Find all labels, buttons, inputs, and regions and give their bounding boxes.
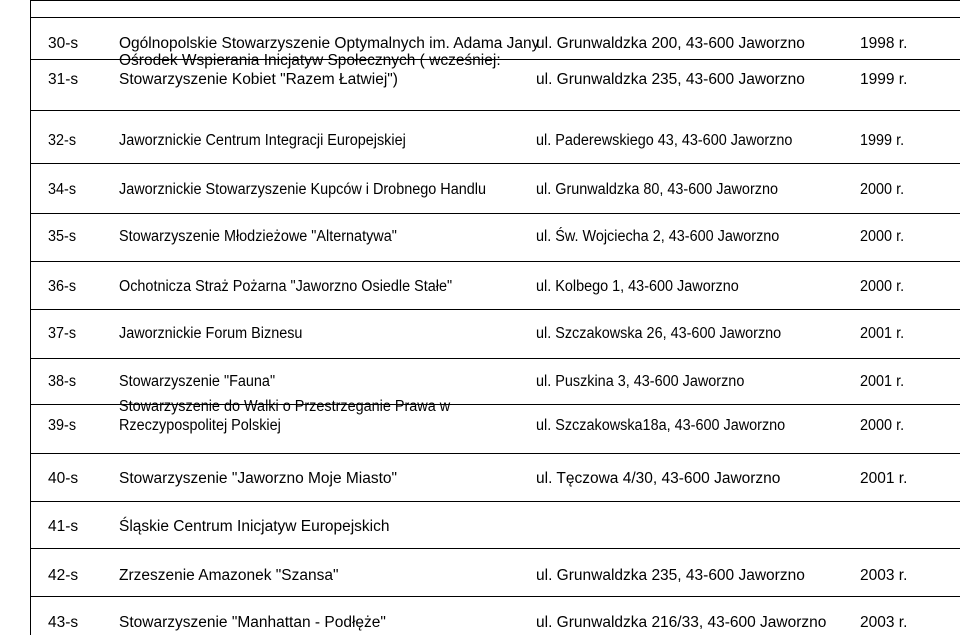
registration-year: 2000 r. [860, 227, 905, 245]
row-number: 36-s [48, 277, 77, 295]
organization-address: ul. Puszkina 3, 43-600 Jaworzno [536, 372, 745, 390]
registration-year: 1998 r. [860, 34, 908, 52]
organization-name: Jaworznickie Stowarzyszenie Kupców i Drobnego Handlu [119, 180, 486, 198]
row-number: 37-s [48, 324, 77, 342]
row-number: 32-s [48, 131, 77, 149]
row-number: 34-s [48, 180, 77, 198]
organization-address: ul. Szczakowska 26, 43-600 Jaworzno [536, 324, 782, 342]
registration-year: 2000 r. [860, 416, 905, 434]
organization-name: Stowarzyszenie Młodzieżowe "Alternatywa" [119, 227, 397, 245]
registration-year: 2003 r. [860, 566, 908, 584]
organization-name: Stowarzyszenie "Jaworzno Moje Miasto" [119, 469, 398, 487]
organization-name: Śląskie Centrum Inicjatyw Europejskich [119, 517, 390, 535]
organization-name: Stowarzyszenie Kobiet "Razem Łatwiej") [119, 70, 398, 88]
row-number: 39-s [48, 416, 77, 434]
organization-name: Ogólnopolskie Stowarzyszenie Optymalnych im. Adama Jany [119, 34, 540, 52]
row-number: 30-s [48, 34, 79, 52]
organization-name: Stowarzyszenie do Walki o Przestrzeganie Prawa w [119, 397, 451, 415]
organization-address: ul. Św. Wojciecha 2, 43-600 Jaworzno [536, 227, 780, 245]
organization-address: ul. Grunwaldzka 235, 43-600 Jaworzno [536, 566, 805, 584]
registration-year: 1999 r. [860, 131, 905, 149]
registration-year: 2003 r. [860, 613, 908, 631]
organization-address: ul. Grunwaldzka 200, 43-600 Jaworzno [536, 34, 805, 52]
organization-address: ul. Grunwaldzka 216/33, 43-600 Jaworzno [536, 613, 827, 631]
organization-address: ul. Szczakowska18a, 43-600 Jaworzno [536, 416, 786, 434]
registration-year: 2000 r. [860, 277, 905, 295]
table-row [30, 0, 960, 635]
organization-address: ul. Grunwaldzka 80, 43-600 Jaworzno [536, 180, 778, 198]
organization-name: Zrzeszenie Amazonek "Szansa" [119, 566, 339, 584]
row-number: 38-s [48, 372, 77, 390]
organization-name: Jaworznickie Centrum Integracji Europejskiej [119, 131, 406, 149]
organization-address: ul. Tęczowa 4/30, 43-600 Jaworzno [536, 469, 781, 487]
registration-year: 2001 r. [860, 469, 908, 487]
organization-address: ul. Kolbego 1, 43-600 Jaworzno [536, 277, 739, 295]
row-number: 42-s [48, 566, 79, 584]
row-number: 41-s [48, 517, 79, 535]
registration-year: 2001 r. [860, 372, 905, 390]
row-number: 40-s [48, 469, 79, 487]
row-number: 43-s [48, 613, 79, 631]
organization-address: ul. Grunwaldzka 235, 43-600 Jaworzno [536, 70, 805, 88]
organization-name: Ochotnicza Straż Pożarna "Jaworzno Osiedle Stałe" [119, 277, 453, 295]
organization-address: ul. Paderewskiego 43, 43-600 Jaworzno [536, 131, 793, 149]
organization-name: Stowarzyszenie "Manhattan - Podłęże" [119, 613, 386, 631]
organization-name: Rzeczypospolitej Polskiej [119, 416, 281, 434]
organization-name: Ośrodek Wspierania Inicjatyw Społecznych ( wcześniej: [119, 51, 501, 69]
registration-year: 2000 r. [860, 180, 905, 198]
row-number: 31-s [48, 70, 79, 88]
organization-name: Stowarzyszenie "Fauna" [119, 372, 276, 390]
organization-name: Jaworznickie Forum Biznesu [119, 324, 303, 342]
registration-year: 2001 r. [860, 324, 905, 342]
registration-year: 1999 r. [860, 70, 908, 88]
row-number: 35-s [48, 227, 77, 245]
